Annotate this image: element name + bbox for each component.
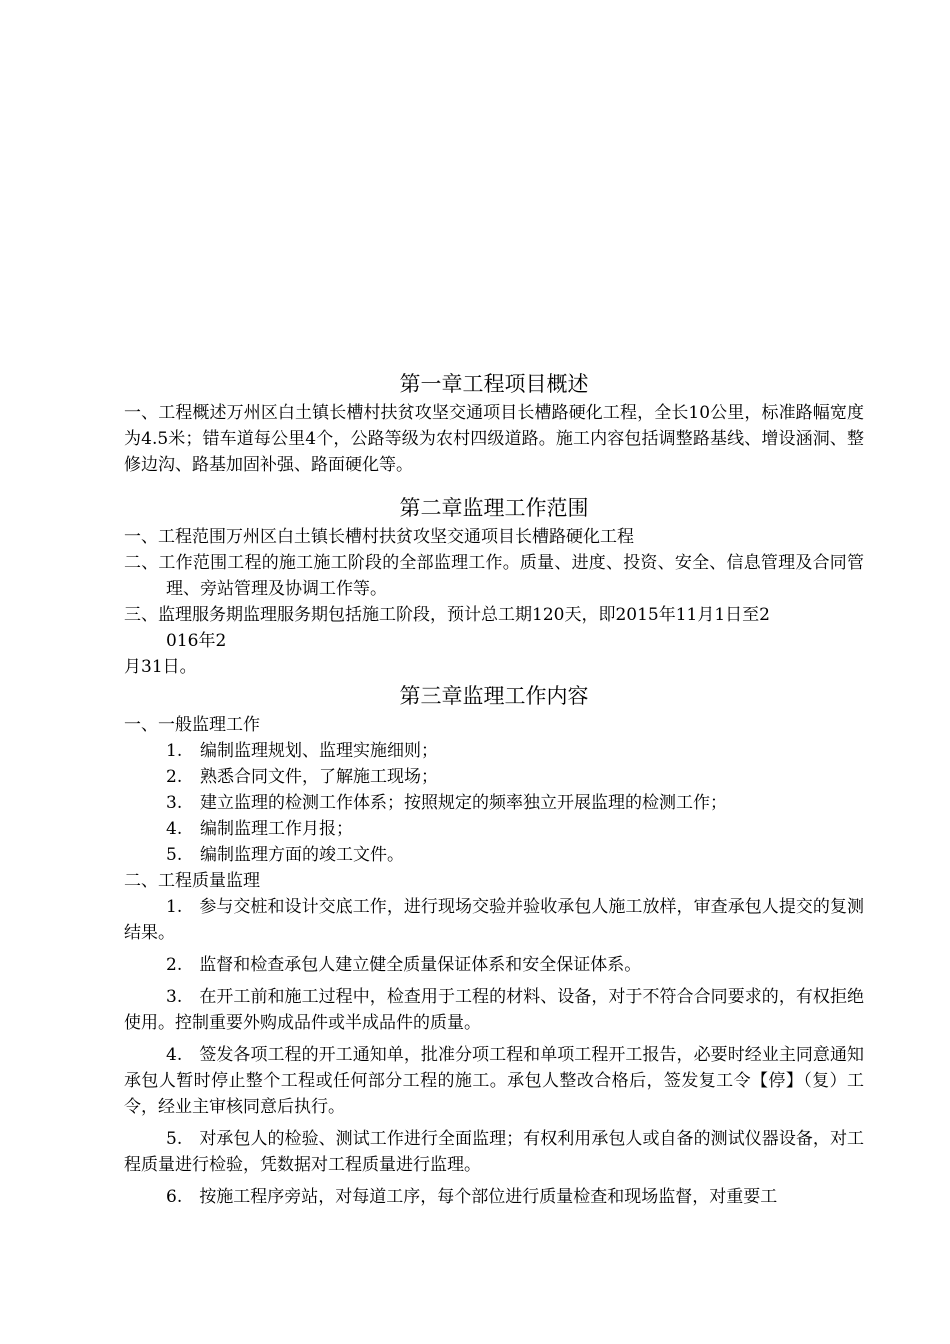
list-item — [124, 842, 864, 868]
list-item-number: 1. — [166, 741, 183, 761]
chapter-2-item-3-line-2: 016年2 — [166, 631, 227, 651]
list-item-text: 编制监理工作月报； — [200, 819, 353, 839]
list-item-number: 6. — [166, 1187, 183, 1207]
chapter-2-item-3-line-3: 月31日。 — [124, 657, 197, 677]
list-item-text: 在开工前和施工过程中，检查用于工程的材料、设备，对于不符合合同要求的，有权拒绝使用。控制重要外购成品件或半成品件的质量。 — [124, 987, 865, 1033]
list-item — [124, 984, 864, 1036]
chapter-2-item-1: 一、工程范围万州区白土镇长槽村扶贫攻坚交通项目长槽路硬化工程 — [124, 527, 634, 547]
list-item-number: 4. — [166, 819, 183, 839]
list-item-text: 熟悉合同文件，了解施工现场； — [200, 767, 438, 787]
list-item-number: 5. — [166, 845, 183, 865]
list-item-text: 对承包人的检验、测试工作进行全面监理；有权利用承包人或自备的测试仪器设备，对工程质量进行检验，凭数据对工程质量进行监理。 — [124, 1129, 865, 1175]
list-item-text: 编制监理规划、监理实施细则； — [200, 741, 438, 761]
list-item-number: 1. — [166, 897, 183, 917]
chapter-1-paragraph: 一、工程概述万州区白土镇长槽村扶贫攻坚交通项目长槽路硬化工程，全长10公里，标准路幅宽度为4.5米；错车道每公里4个，公路等级为农村四级道路。施工内容包括调整路基线、增设涵洞、整修边沟、路基加固补强、路面硬化等。 — [124, 403, 864, 475]
chapter-2-title: 第二章监理工作范围 — [399, 496, 589, 520]
chapter-1-title: 第一章工程项目概述 — [399, 372, 589, 396]
section-2-heading: 二、工程质量监理 — [124, 871, 260, 891]
list-item-number: 2. — [166, 955, 183, 975]
list-item-text: 参与交桩和设计交底工作，进行现场交验并验收承包人施工放样，审查承包人提交的复测结果。 — [124, 897, 865, 943]
list-item — [124, 816, 864, 842]
section-2-list — [124, 894, 864, 1210]
list-item — [124, 952, 864, 978]
chapter-2-item-3-line-1: 三、监理服务期监理服务期包括施工阶段，预计总工期120天，即2015年11月1日至2 — [124, 605, 770, 625]
list-item-text: 签发各项工程的开工通知单，批准分项工程和单项工程开工报告，必要时经业主同意通知承包人暂时停止整个工程或任何部分工程的施工。承包人整改合格后，签发复工令【停】（复）工令，经业主审核同意后执行。 — [124, 1045, 865, 1117]
list-item-number: 3. — [166, 987, 183, 1007]
list-item — [124, 1042, 864, 1120]
list-item — [124, 1126, 864, 1178]
list-item — [124, 1184, 864, 1210]
list-item-text: 监督和检查承包人建立健全质量保证体系和安全保证体系。 — [199, 955, 642, 975]
list-item-number: 2. — [166, 767, 183, 787]
list-item — [124, 764, 864, 790]
list-item — [124, 894, 864, 946]
list-item-number: 4. — [166, 1045, 183, 1065]
chapter-2-item-2: 二、工作范围工程的施工施工阶段的全部监理工作。质量、进度、投资、安全、信息管理及合同管理、旁站管理及协调工作等。 — [124, 553, 864, 599]
list-item-text: 编制监理方面的竣工文件。 — [200, 845, 404, 865]
list-item — [124, 790, 864, 816]
chapter-3-title: 第三章监理工作内容 — [399, 684, 589, 708]
list-item-number: 3. — [166, 793, 183, 813]
list-item-text: 建立监理的检测工作体系；按照规定的频率独立开展监理的检测工作； — [200, 793, 727, 813]
document-body — [124, 368, 864, 1210]
list-item-number: 5. — [166, 1129, 183, 1149]
list-item — [124, 738, 864, 764]
section-1-list — [124, 738, 864, 868]
section-1-heading: 一、一般监理工作 — [124, 715, 260, 735]
list-item-text: 按施工程序旁站，对每道工序，每个部位进行质量检查和现场监督，对重要工 — [199, 1187, 778, 1207]
